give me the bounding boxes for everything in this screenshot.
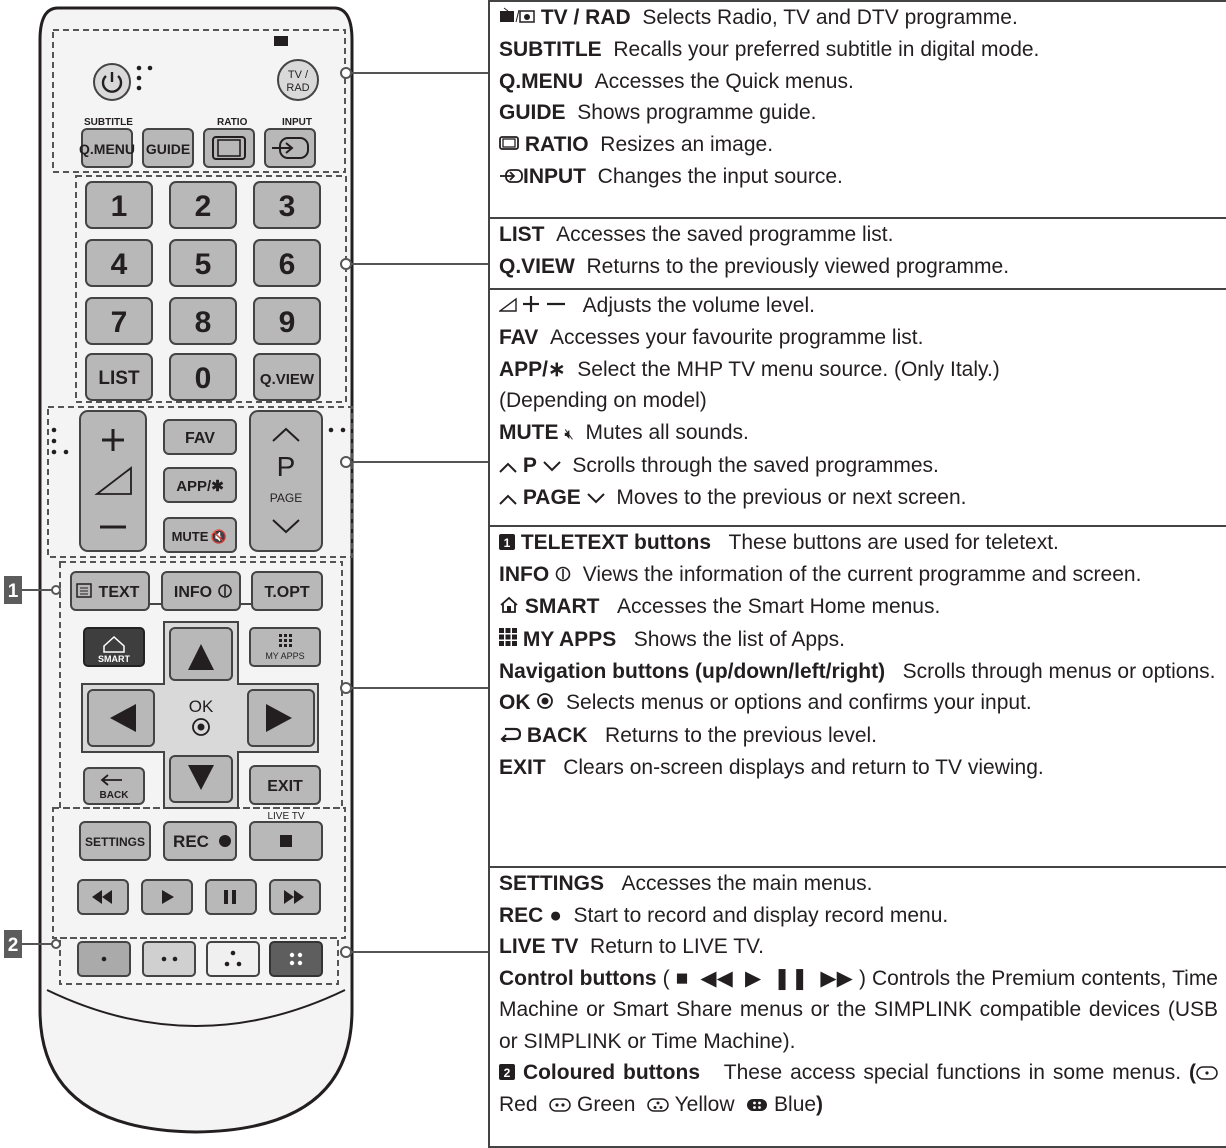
desc-myapps: MY APPS Shows the list of Apps. (490, 624, 1226, 656)
list-button (86, 354, 152, 400)
desc-ok: OK Selects menus or options and confirms your input. (490, 687, 1226, 719)
svg-text:MY APPS: MY APPS (265, 651, 305, 661)
digit-5-button (170, 240, 236, 286)
desc-rec: REC ● Start to record and display record menu. (499, 903, 949, 927)
svg-text:MUTE: MUTE (171, 529, 209, 544)
section-list-qview (488, 219, 1226, 290)
program-rocker (250, 411, 322, 551)
back-icon (499, 720, 521, 752)
desc-app-note: (Depending on model) (499, 389, 707, 413)
svg-text:TEXT: TEXT (98, 584, 140, 601)
grid-icon (499, 624, 517, 656)
input-button (265, 129, 315, 167)
play-button (142, 880, 192, 914)
qview-button-label: Q.VIEW (259, 371, 315, 388)
mute-icon: 🔇︎ (564, 425, 574, 443)
digit-2-button-label: 2 (194, 190, 212, 223)
ratio-icon (499, 129, 519, 161)
desc-ratio: RATIO Resizes an image. (490, 129, 1226, 161)
svg-text:Q.MENU: Q.MENU (79, 141, 135, 157)
digit-9-button-label: 9 (278, 306, 296, 339)
desc-info: INFO Views the information of the current programme and screen. (490, 559, 1226, 591)
digit-1-button (86, 182, 152, 228)
desc-program: P Scrolls through the saved programmes. (490, 450, 1226, 482)
home-icon (499, 592, 519, 624)
digit-6-button-label: 6 (278, 248, 296, 281)
livetv-label: LIVE TV (267, 811, 305, 822)
desc-volume: Adjusts the volume level. (490, 290, 1226, 322)
digit-6-button (254, 240, 320, 286)
chevron-up-icon (499, 483, 517, 515)
desc-smart: SMART Accesses the Smart Home menus. (490, 591, 1226, 623)
svg-text:REC: REC (173, 832, 209, 851)
exit-button (250, 766, 320, 804)
desc-navigation: Navigation buttons (up/down/left/right) Scrolls through menus or options. (499, 659, 1216, 683)
list-button-label: LIST (98, 368, 140, 389)
info-icon (555, 560, 571, 592)
svg-text:SMART: SMART (98, 654, 130, 664)
desc-control: Control buttons ( ■ ◀◀ ▶ ❚❚ ▶▶ ) Controls the Premium contents, Time Machine or Smart Share menus or the SIMPLINK compatible devices (USB or SIMPLINK or Time Machine). (499, 966, 1218, 1053)
svg-text:RAD: RAD (286, 82, 310, 94)
play-icon: ▶ (744, 966, 762, 990)
callout-2-label: 2 (7, 935, 19, 956)
green-button (143, 942, 195, 976)
desc-page: PAGE Moves to the previous or next screen. (490, 482, 1226, 514)
digit-8-button (170, 298, 236, 344)
svg-text:1: 1 (503, 535, 511, 550)
volume-rocker (80, 411, 146, 551)
chevron-up-icon (499, 451, 517, 483)
digit-0-button-label: 0 (194, 362, 212, 395)
button-descriptions (488, 0, 1226, 1148)
desc-exit: EXIT Clears on-screen displays and return to TV viewing. (499, 755, 1044, 779)
section-teletext-navigation (488, 527, 1226, 868)
desc-subtitle: SUBTITLE Recalls your preferred subtitle in digital mode. (499, 38, 1040, 62)
back-button (84, 768, 144, 804)
digit-2-button (170, 182, 236, 228)
red-button (78, 942, 130, 976)
digit-7-button (86, 298, 152, 344)
svg-text:INFO: INFO (173, 584, 213, 601)
desc-fav: FAV Accesses your favourite programme list. (499, 326, 924, 350)
livetv-stop-button (250, 822, 322, 860)
svg-text:GUIDE: GUIDE (145, 141, 191, 157)
rewind-button (78, 880, 128, 914)
settings-button (80, 822, 150, 860)
desc-coloured: 2 Coloured buttons These access special functions in some menus. ( Red Green Yellow Blue) (490, 1057, 1226, 1121)
ok-icon (536, 688, 554, 720)
qview-button (254, 354, 320, 400)
smart-button (84, 628, 144, 666)
fast-forward-button (270, 880, 320, 914)
input-icon (499, 162, 523, 194)
guide-button (143, 129, 193, 167)
digit-0-button (170, 354, 236, 400)
desc-qmenu: Q.MENU Accesses the Quick menus. (499, 69, 854, 93)
volume-icon (499, 291, 571, 323)
red-dot-icon (1196, 1058, 1218, 1090)
pause-button (206, 880, 256, 914)
pause-icon: ❚❚ (773, 966, 809, 990)
stop-icon: ■ (675, 966, 689, 990)
ratio-label: RATIO (217, 117, 248, 128)
remote-control-illustration (0, 0, 488, 1148)
qmenu-button (79, 129, 135, 167)
desc-livetv: LIVE TV Return to LIVE TV. (499, 935, 764, 958)
blue-dots-icon (746, 1090, 768, 1122)
yellow-button (207, 942, 259, 976)
topt-button (252, 572, 322, 610)
svg-text:FAV: FAV (185, 430, 215, 447)
svg-text:P: P (276, 451, 296, 482)
text-button (71, 572, 149, 610)
fast-forward-icon: ▶▶ (820, 966, 853, 990)
digit-8-button-label: 8 (194, 306, 212, 339)
desc-mute: MUTE 🔇︎ Mutes all sounds. (499, 420, 749, 444)
svg-text:EXIT: EXIT (267, 778, 303, 795)
svg-text:SETTINGS: SETTINGS (84, 835, 146, 849)
desc-back: BACK Returns to the previous level. (490, 720, 1226, 752)
desc-list: LIST Accesses the saved programme list. (499, 223, 894, 246)
badge-1-icon (499, 528, 515, 560)
desc-guide: GUIDE Shows programme guide. (499, 101, 817, 125)
svg-text:🔇: 🔇 (210, 530, 228, 545)
app-button (164, 468, 236, 502)
myapps-button (250, 628, 320, 666)
svg-text:BACK: BACK (99, 790, 129, 801)
svg-text:APP/✱: APP/✱ (176, 478, 224, 495)
desc-teletext: 1 TELETEXT buttons These buttons are used for teletext. (490, 527, 1226, 559)
power-button (94, 64, 130, 100)
chevron-down-icon (587, 483, 605, 515)
svg-text:TV /: TV / (287, 69, 309, 81)
callout-1-label: 1 (7, 581, 19, 602)
digit-3-button-label: 3 (278, 190, 296, 223)
chevron-down-icon (543, 451, 561, 483)
digit-4-button-label: 4 (110, 248, 128, 281)
record-dot-icon: ● (549, 903, 562, 927)
desc-settings: SETTINGS Accesses the main menus. (499, 872, 873, 895)
desc-app: APP/∗ Select the MHP TV menu source. (Only Italy.) (499, 357, 1000, 381)
digit-4-button (86, 240, 152, 286)
section-settings-coloured (488, 868, 1226, 1148)
info-button (162, 572, 240, 610)
digit-5-button-label: 5 (194, 248, 212, 281)
mute-button (164, 518, 236, 552)
input-label: INPUT (282, 117, 312, 128)
subtitle-label: SUBTITLE (84, 117, 133, 128)
svg-text:OK: OK (188, 697, 214, 716)
digit-3-button (254, 182, 320, 228)
green-dots-icon (549, 1090, 571, 1122)
badge-2-icon (499, 1058, 515, 1090)
svg-text:PAGE: PAGE (269, 491, 303, 505)
svg-text:T.OPT: T.OPT (264, 584, 310, 601)
ratio-button (204, 129, 254, 167)
tv-rad-icon (499, 3, 535, 35)
digit-7-button-label: 7 (110, 306, 128, 339)
rec-button (164, 822, 236, 860)
desc-qview: Q.VIEW Returns to the previously viewed programme. (499, 254, 1010, 278)
digit-1-button-label: 1 (110, 190, 128, 223)
section-volume-program (488, 290, 1226, 527)
digit-9-button (254, 298, 320, 344)
svg-text:2: 2 (503, 1065, 511, 1080)
desc-tvrad: TV / RAD Selects Radio, TV and DTV programme. (490, 2, 1226, 34)
desc-input: INPUT Changes the input source. (490, 161, 1226, 193)
section-top-buttons (488, 0, 1226, 219)
rewind-icon: ◀◀ (700, 966, 733, 990)
fav-button (164, 420, 236, 454)
yellow-dots-icon (647, 1090, 669, 1122)
blue-button (270, 942, 322, 976)
